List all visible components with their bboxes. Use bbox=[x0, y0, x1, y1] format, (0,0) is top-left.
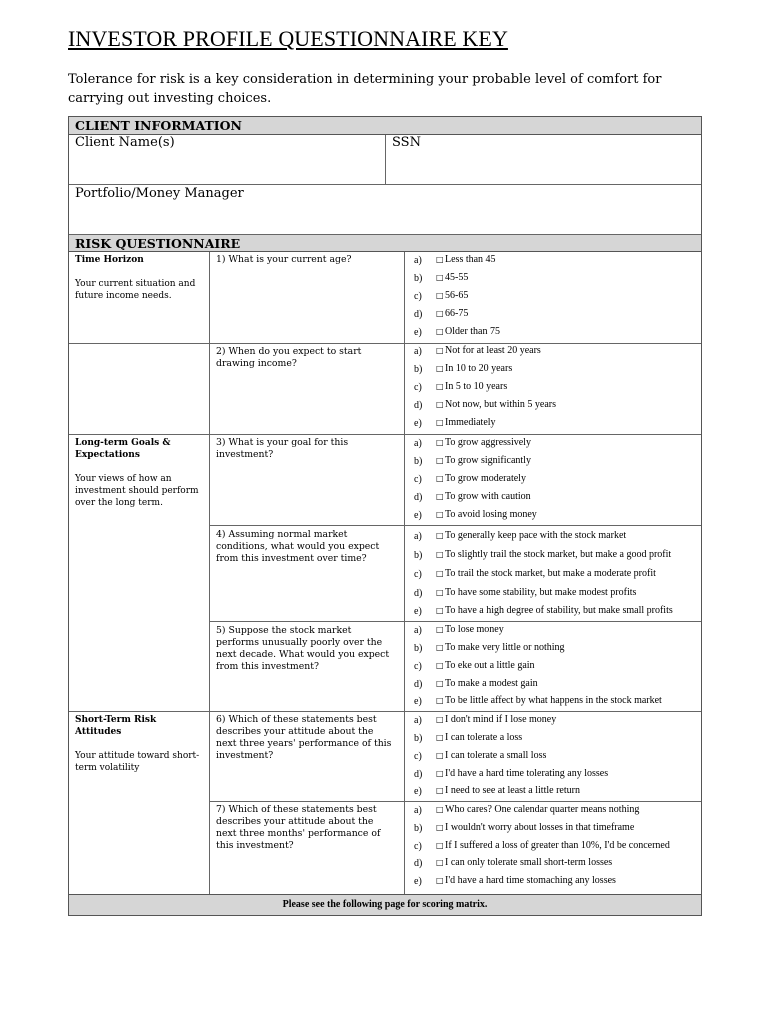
page-title: INVESTOR PROFILE QUESTIONNAIRE KEY bbox=[68, 26, 508, 51]
footer-note: Please see the following page for scoring matrix. bbox=[69, 894, 701, 915]
question-3: 3) What is your goal for this investment? bbox=[216, 437, 349, 460]
checkbox-icon[interactable]: □ bbox=[436, 510, 444, 519]
question-4: 4) Assuming normal market conditions, what would you expect from this investment over time? bbox=[216, 529, 380, 564]
answer-option[interactable] bbox=[410, 453, 700, 471]
checkbox-icon[interactable]: □ bbox=[436, 733, 444, 742]
option-text: To make very little or nothing bbox=[445, 642, 565, 653]
category-title: Long-term Goals & Expectations bbox=[75, 438, 171, 460]
client-names-label: Client Name(s) bbox=[75, 135, 175, 150]
checkbox-icon[interactable]: □ bbox=[436, 418, 444, 427]
option-letter: d) bbox=[414, 679, 423, 690]
divider bbox=[385, 135, 386, 184]
checkbox-icon[interactable]: □ bbox=[436, 382, 444, 391]
option-letter: a) bbox=[414, 715, 422, 726]
option-text: 56-65 bbox=[445, 290, 469, 301]
option-letter: d) bbox=[414, 769, 423, 780]
question-2: 2) When do you expect to start drawing income? bbox=[216, 346, 362, 369]
answer-option[interactable] bbox=[410, 603, 700, 621]
answer-option[interactable] bbox=[410, 873, 700, 891]
answer-option[interactable] bbox=[410, 397, 700, 415]
checkbox-icon[interactable]: □ bbox=[436, 769, 444, 778]
option-letter: b) bbox=[414, 733, 423, 744]
option-text: 66-75 bbox=[445, 308, 469, 319]
answer-option[interactable] bbox=[410, 783, 700, 801]
category-time-horizon bbox=[75, 254, 203, 302]
divider bbox=[69, 184, 701, 185]
question-7: 7) Which of these statements best describes your attitude about the next three months' performance of this investment? bbox=[216, 804, 381, 851]
option-letter: b) bbox=[414, 823, 423, 834]
option-letter: e) bbox=[414, 876, 422, 887]
question-1: 1) What is your current age? bbox=[216, 254, 352, 265]
option-text: I need to see at least a little return bbox=[445, 785, 580, 796]
risk-questionnaire-header: RISK QUESTIONNAIRE bbox=[69, 235, 701, 252]
category-description: Your attitude toward short-term volatility bbox=[75, 751, 200, 773]
answer-option[interactable] bbox=[410, 566, 700, 584]
answer-option[interactable] bbox=[410, 658, 700, 676]
option-letter: b) bbox=[414, 456, 423, 467]
checkbox-icon[interactable]: □ bbox=[436, 273, 444, 282]
checkbox-icon[interactable]: □ bbox=[436, 679, 444, 688]
answer-option[interactable] bbox=[410, 622, 700, 640]
answer-option[interactable] bbox=[410, 820, 700, 838]
option-text: Not for at least 20 years bbox=[445, 345, 541, 356]
option-text: If I suffered a loss of greater than 10%, I'd be concerned bbox=[445, 840, 670, 851]
option-letter: e) bbox=[414, 696, 422, 707]
option-text: Immediately bbox=[445, 417, 496, 428]
option-text: To generally keep pace with the stock market bbox=[445, 530, 627, 541]
answer-option[interactable] bbox=[410, 415, 700, 433]
option-text: To trail the stock market, but make a moderate profit bbox=[445, 568, 656, 579]
answer-option[interactable] bbox=[410, 471, 700, 489]
answer-option[interactable] bbox=[410, 676, 700, 694]
option-text: In 10 to 20 years bbox=[445, 363, 513, 374]
option-letter: b) bbox=[414, 550, 423, 561]
option-text: I can tolerate a small loss bbox=[445, 750, 547, 761]
category-short-term-risk bbox=[75, 714, 203, 774]
option-letter: c) bbox=[414, 841, 422, 852]
checkbox-icon[interactable]: □ bbox=[436, 456, 444, 465]
option-letter: a) bbox=[414, 531, 422, 542]
option-text: I can only tolerate small short-term losses bbox=[445, 857, 613, 868]
option-letter: e) bbox=[414, 510, 422, 521]
answer-option[interactable] bbox=[410, 855, 700, 873]
option-text: To avoid losing money bbox=[445, 509, 537, 520]
option-letter: c) bbox=[414, 291, 422, 302]
option-text: To eke out a little gain bbox=[445, 660, 535, 671]
answer-option[interactable] bbox=[410, 288, 700, 306]
category-title: Short-Term Risk Attitudes bbox=[75, 715, 157, 737]
option-letter: e) bbox=[414, 327, 422, 338]
category-title: Time Horizon bbox=[75, 255, 144, 265]
answer-option[interactable] bbox=[410, 585, 700, 603]
option-letter: a) bbox=[414, 438, 422, 449]
option-letter: c) bbox=[414, 751, 422, 762]
checkbox-icon[interactable]: □ bbox=[436, 715, 444, 724]
answer-option[interactable] bbox=[410, 802, 700, 820]
answer-option[interactable] bbox=[410, 766, 700, 784]
option-letter: a) bbox=[414, 255, 422, 266]
checkbox-icon[interactable]: □ bbox=[436, 661, 444, 670]
checkbox-icon[interactable]: □ bbox=[436, 291, 444, 300]
checkbox-icon[interactable]: □ bbox=[436, 531, 444, 540]
checkbox-icon[interactable]: □ bbox=[436, 751, 444, 760]
answer-option[interactable] bbox=[410, 343, 700, 361]
checkbox-icon[interactable]: □ bbox=[436, 550, 444, 559]
answer-option[interactable] bbox=[410, 838, 700, 856]
checkbox-icon[interactable]: □ bbox=[436, 606, 444, 615]
intro-text: Tolerance for risk is a key consideration in determining your probable level of comfort for carrying out investing choices. bbox=[68, 72, 662, 106]
answer-option[interactable] bbox=[410, 712, 700, 730]
option-text: To have some stability, but make modest profits bbox=[445, 587, 637, 598]
option-text: I wouldn't worry about losses in that timeframe bbox=[445, 822, 635, 833]
checkbox-icon[interactable]: □ bbox=[436, 786, 444, 795]
option-text: To make a modest gain bbox=[445, 678, 538, 689]
checkbox-icon[interactable]: □ bbox=[436, 588, 444, 597]
option-text: To grow significantly bbox=[445, 455, 531, 466]
option-text: 45-55 bbox=[445, 272, 469, 283]
option-letter: d) bbox=[414, 400, 423, 411]
ssn-label: SSN bbox=[392, 135, 421, 150]
option-letter: d) bbox=[414, 588, 423, 599]
checkbox-icon[interactable]: □ bbox=[436, 643, 444, 652]
checkbox-icon[interactable]: □ bbox=[436, 309, 444, 318]
option-text: I can tolerate a loss bbox=[445, 732, 523, 743]
option-letter: b) bbox=[414, 273, 423, 284]
option-letter: c) bbox=[414, 661, 422, 672]
option-text: Not now, but within 5 years bbox=[445, 399, 557, 410]
option-text: Who cares? One calendar quarter means nothing bbox=[445, 804, 640, 815]
checkbox-icon[interactable]: □ bbox=[436, 327, 444, 336]
option-letter: e) bbox=[414, 418, 422, 429]
answer-option[interactable] bbox=[410, 507, 700, 525]
option-letter: c) bbox=[414, 474, 422, 485]
option-text: To lose money bbox=[445, 624, 504, 635]
option-text: Less than 45 bbox=[445, 254, 496, 265]
divider bbox=[209, 252, 210, 894]
option-letter: c) bbox=[414, 382, 422, 393]
option-letter: e) bbox=[414, 606, 422, 617]
option-letter: d) bbox=[414, 309, 423, 320]
answer-option[interactable] bbox=[410, 640, 700, 658]
option-letter: a) bbox=[414, 346, 422, 357]
answer-option[interactable] bbox=[410, 252, 700, 270]
option-text: I don't mind if I lose money bbox=[445, 714, 557, 725]
option-letter: d) bbox=[414, 858, 423, 869]
answer-option[interactable] bbox=[410, 324, 700, 342]
answer-option[interactable] bbox=[410, 306, 700, 324]
client-info-header: CLIENT INFORMATION bbox=[69, 117, 701, 135]
option-text: To slightly trail the stock market, but make a good profit bbox=[445, 549, 672, 560]
option-text: To have a high degree of stability, but make small profits bbox=[445, 605, 673, 616]
option-text: I'd have a hard time stomaching any losses bbox=[445, 875, 616, 886]
option-text: To grow with caution bbox=[445, 491, 531, 502]
option-letter: b) bbox=[414, 643, 423, 654]
answer-option[interactable] bbox=[410, 730, 700, 748]
checkbox-icon[interactable]: □ bbox=[436, 625, 444, 634]
checkbox-icon[interactable]: □ bbox=[436, 255, 444, 264]
checkbox-icon[interactable]: □ bbox=[436, 474, 444, 483]
checkbox-icon[interactable]: □ bbox=[436, 438, 444, 447]
checkbox-icon[interactable]: □ bbox=[436, 696, 444, 705]
checkbox-icon[interactable]: □ bbox=[436, 492, 444, 501]
answer-option[interactable] bbox=[410, 435, 700, 453]
option-letter: a) bbox=[414, 805, 422, 816]
option-letter: c) bbox=[414, 569, 422, 580]
checkbox-icon[interactable]: □ bbox=[436, 346, 444, 355]
option-text: I'd have a hard time tolerating any losses bbox=[445, 768, 609, 779]
option-letter: a) bbox=[414, 625, 422, 636]
checkbox-icon[interactable]: □ bbox=[436, 841, 444, 850]
option-text: To grow aggressively bbox=[445, 437, 531, 448]
answer-option[interactable] bbox=[410, 693, 700, 711]
category-description: Your current situation and future income needs. bbox=[75, 279, 196, 301]
checkbox-icon[interactable]: □ bbox=[436, 364, 444, 373]
option-text: To grow moderately bbox=[445, 473, 526, 484]
question-5: 5) Suppose the stock market performs unusually poorly over the next decade. What would you expect from this investment? bbox=[216, 625, 390, 672]
answer-option[interactable] bbox=[410, 270, 700, 288]
answer-option[interactable] bbox=[410, 547, 700, 565]
divider bbox=[209, 525, 701, 526]
checkbox-icon[interactable]: □ bbox=[436, 569, 444, 578]
checkbox-icon[interactable]: □ bbox=[436, 858, 444, 867]
checkbox-icon[interactable]: □ bbox=[436, 876, 444, 885]
answer-option[interactable] bbox=[410, 528, 700, 546]
checkbox-icon[interactable]: □ bbox=[436, 823, 444, 832]
checkbox-icon[interactable]: □ bbox=[436, 805, 444, 814]
answer-option[interactable] bbox=[410, 489, 700, 507]
option-letter: d) bbox=[414, 492, 423, 503]
question-6: 6) Which of these statements best describes your attitude about the next three years' performance of this investment? bbox=[216, 714, 392, 761]
portfolio-manager-label: Portfolio/Money Manager bbox=[75, 186, 244, 201]
answer-option[interactable] bbox=[410, 379, 700, 397]
divider bbox=[404, 252, 405, 894]
option-text: In 5 to 10 years bbox=[445, 381, 508, 392]
option-text: To be little affect by what happens in the stock market bbox=[445, 695, 662, 706]
option-letter: e) bbox=[414, 786, 422, 797]
option-letter: b) bbox=[414, 364, 423, 375]
category-description: Your views of how an investment should perform over the long term. bbox=[75, 474, 199, 508]
answer-option[interactable] bbox=[410, 361, 700, 379]
option-text: Older than 75 bbox=[445, 326, 500, 337]
checkbox-icon[interactable]: □ bbox=[436, 400, 444, 409]
answer-option[interactable] bbox=[410, 748, 700, 766]
category-long-term-goals bbox=[75, 437, 203, 509]
